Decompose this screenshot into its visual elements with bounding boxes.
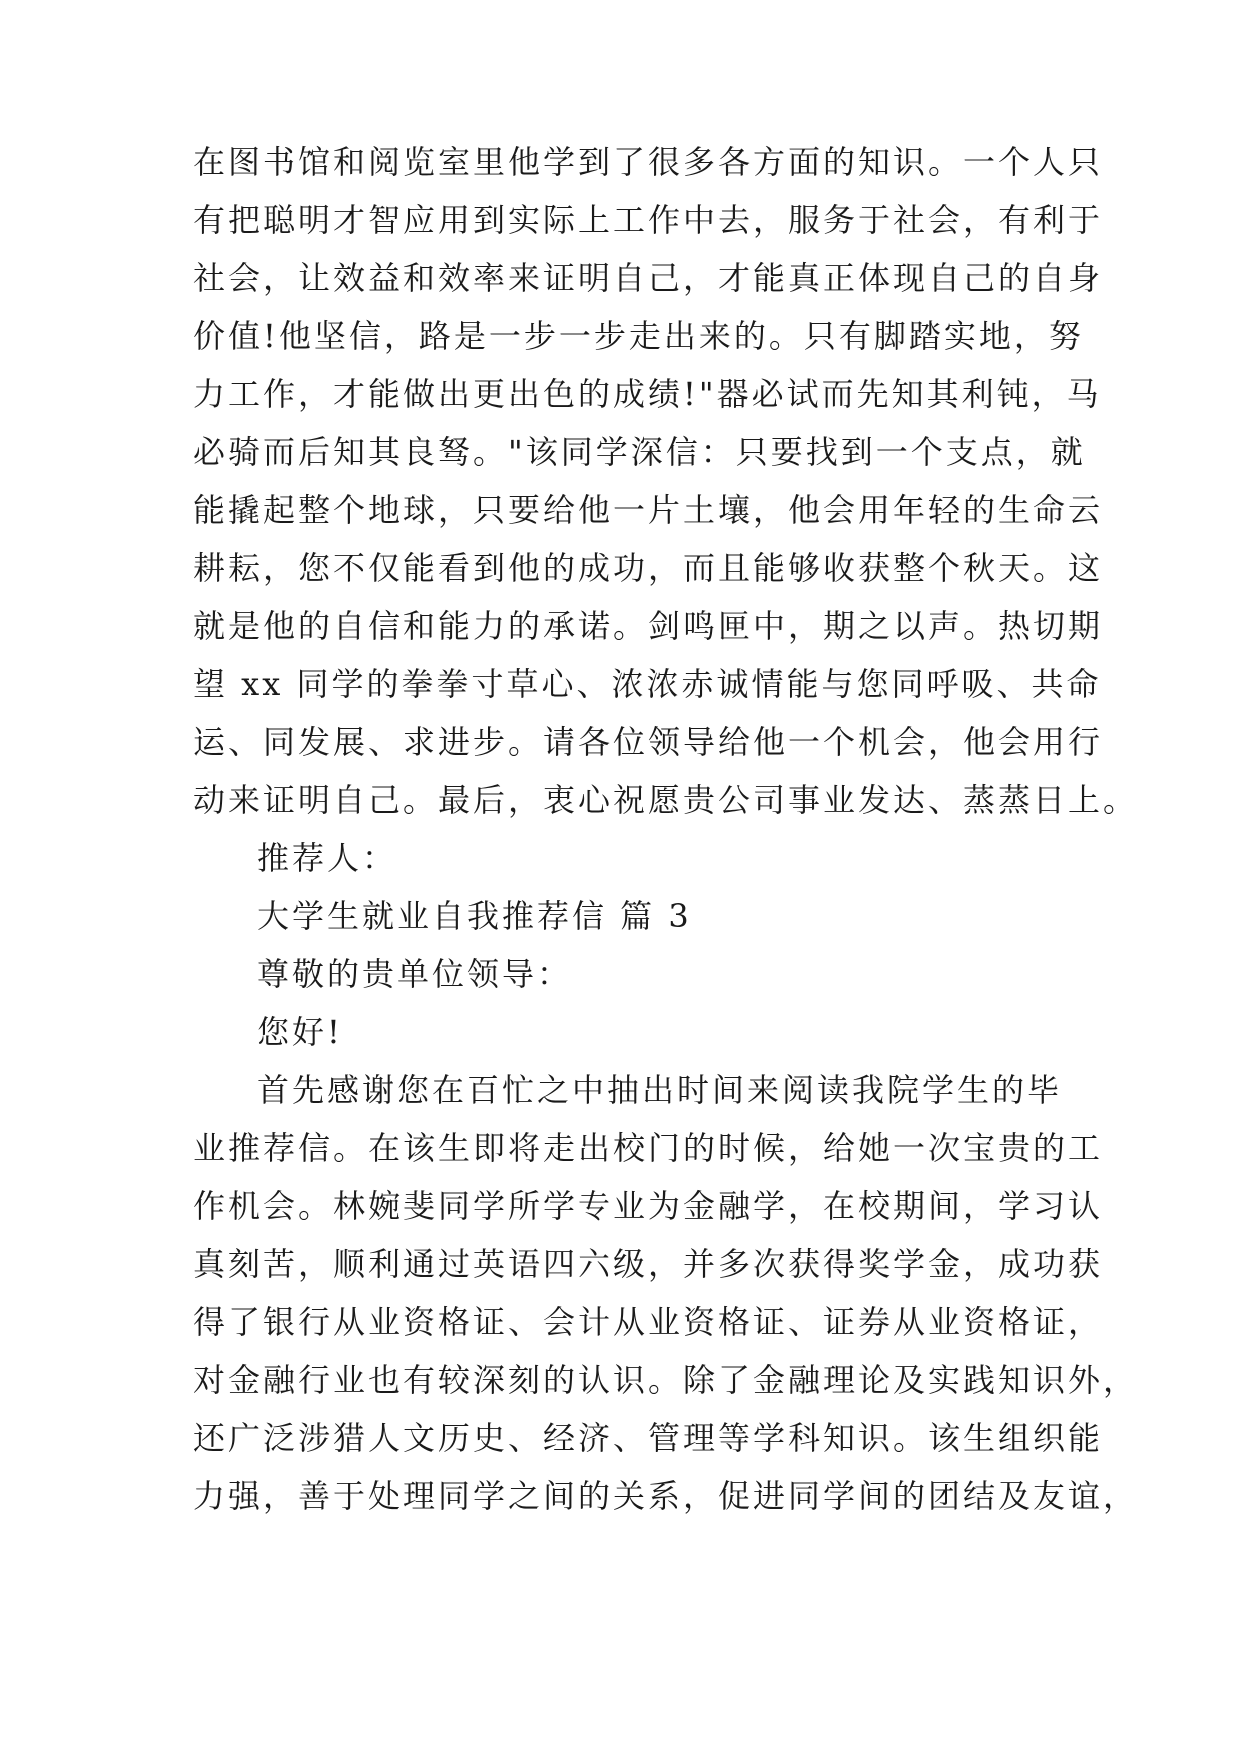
section-heading: 大学生就业自我推荐信 篇 3 (257, 897, 692, 935)
paragraph-line: 真刻苦，顺利通过英语四六级，并多次获得奖学金，成功获 (193, 1245, 1104, 1283)
paragraph-line: 还广泛涉猎人文历史、经济、管理等学科知识。该生组织能 (193, 1419, 1104, 1457)
paragraph-line: 耕耘，您不仅能看到他的成功，而且能够收获整个秋天。这 (193, 549, 1104, 587)
paragraph-line: 在图书馆和阅览室里他学到了很多各方面的知识。一个人只 (193, 143, 1104, 181)
paragraph-line: 动来证明自己。最后，衷心祝愿贵公司事业发达、蒸蒸日上。 (193, 781, 1139, 819)
paragraph-line: 社会，让效益和效率来证明自己，才能真正体现自己的自身 (193, 259, 1104, 297)
paragraph-line: 业推荐信。在该生即将走出校门的时候，给她一次宝贵的工 (193, 1129, 1104, 1167)
recommender-label: 推荐人： (257, 839, 398, 877)
paragraph-line: 望 xx 同学的拳拳寸草心、浓浓赤诚情能与您同呼吸、共命 (193, 665, 1102, 703)
paragraph-line: 得了银行从业资格证、会计从业资格证、证券从业资格证， (193, 1303, 1104, 1341)
salutation: 尊敬的贵单位领导： (257, 955, 573, 993)
paragraph-line: 就是他的自信和能力的承诺。剑鸣匣中，期之以声。热切期 (193, 607, 1104, 645)
paragraph-line: 力工作，才能做出更出色的成绩!"器必试而先知其利钝，马 (193, 375, 1102, 413)
paragraph-line: 必骑而后知其良驽。"该同学深信：只要找到一个支点，就 (193, 433, 1086, 471)
paragraph-line: 首先感谢您在百忙之中抽出时间来阅读我院学生的毕 (257, 1071, 1063, 1109)
paragraph-line: 对金融行业也有较深刻的认识。除了金融理论及实践知识外， (193, 1361, 1139, 1399)
paragraph-line: 力强，善于处理同学之间的关系，促进同学间的团结及友谊， (193, 1477, 1139, 1515)
paragraph-line: 有把聪明才智应用到实际上工作中去，服务于社会，有利于 (193, 201, 1104, 239)
paragraph-line: 运、同发展、求进步。请各位领导给他一个机会，他会用行 (193, 723, 1104, 761)
paragraph-line: 价值!他坚信，路是一步一步走出来的。只有脚踏实地，努 (193, 317, 1084, 355)
paragraph-line: 作机会。林婉斐同学所学专业为金融学，在校期间，学习认 (193, 1187, 1104, 1225)
greeting: 您好! (257, 1013, 343, 1051)
paragraph-line: 能撬起整个地球，只要给他一片土壤，他会用年轻的生命云 (193, 491, 1104, 529)
